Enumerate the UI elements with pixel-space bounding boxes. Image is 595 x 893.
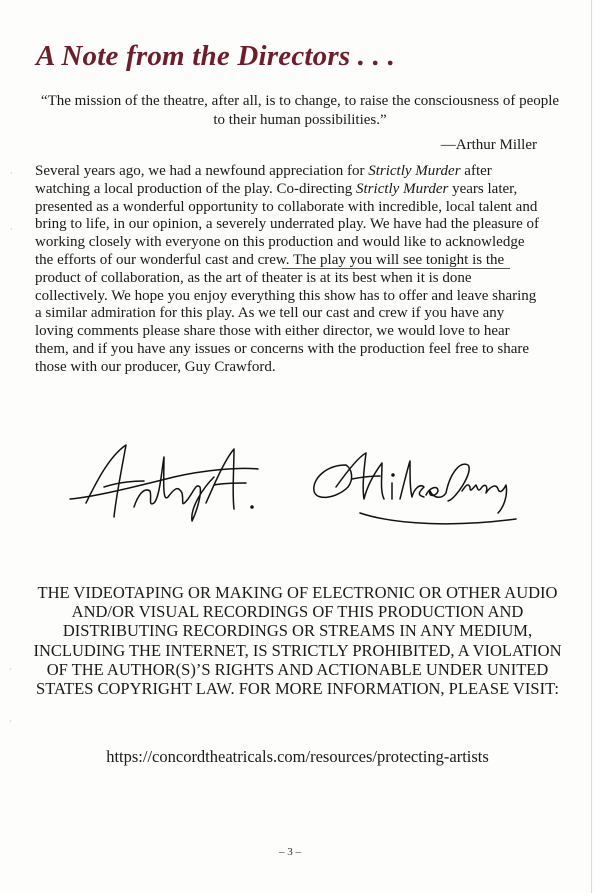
margin-speck: · xyxy=(10,169,13,178)
directors-note-body xyxy=(35,163,544,377)
page-edge-line xyxy=(591,0,592,893)
margin-speck: · xyxy=(9,665,12,674)
body-segment: Several years ago, we had a newfound appreciation for xyxy=(35,163,369,179)
epigraph-quote: “The mission of the theatre, after all, is to change, to raise the consciousness of people to their human possibilities.” xyxy=(40,93,560,128)
page-title: A Note from the Directors . . . xyxy=(36,40,396,72)
body-segment: years later, presented as a wonderful opportunity to collaborate with incredible, local talent and bring to life, in our opinion, a severely underrated play. We have had the pleasure of working closely with everyone on this production and would like to acknowledge the efforts of our wonderful cast and crew. The play you will see tonight is the product of collaboration, as the art of theater is at its best when it is done collectively. We hope you enjoy everything this show has to offer and leave sharing a similar admiration for this play. As we tell our cast and crew if you have any loving comments please share those with either director, we would love to hear them, and if you have any issues or concerns with the production feel free to share those with our producer, Guy Crawford. xyxy=(35,180,540,375)
body-segment: after watching a local production of the play. Co-directing xyxy=(35,163,492,197)
quote-attribution: —Arthur Miller xyxy=(440,137,537,153)
signature-left-icon xyxy=(64,437,264,527)
page-number: – 3 – xyxy=(279,846,301,858)
pen-underline-mark xyxy=(282,268,510,269)
protecting-artists-link[interactable]: https://concordtheatricals.com/resources/protecting-artists xyxy=(106,747,489,766)
play-title-italic: Strictly Murder xyxy=(368,163,461,179)
recording-prohibition-notice: THE VIDEOTAPING OR MAKING OF ELECTRONIC OR OTHER AUDIO AND/OR VISUAL RECORDINGS OF THIS PRODUCTION AND DISTRIBUTING RECORDINGS OR STREAMS IN ANY MEDIUM, INCLUDING THE INTERNET, IS STRICTLY PROHIBITED, A VIOLATION OF THE AUTHOR(S)’S RIGHTS AND ACTIONABLE UNDER UNITED STATES COPYRIGHT LAW. FOR MORE INFORMATION, PLEASE VISIT: xyxy=(33,583,562,699)
signature-right-icon xyxy=(306,443,524,535)
margin-speck: · xyxy=(9,717,12,726)
play-title-italic: Strictly Murder xyxy=(356,180,449,197)
margin-speck: · xyxy=(10,225,13,234)
